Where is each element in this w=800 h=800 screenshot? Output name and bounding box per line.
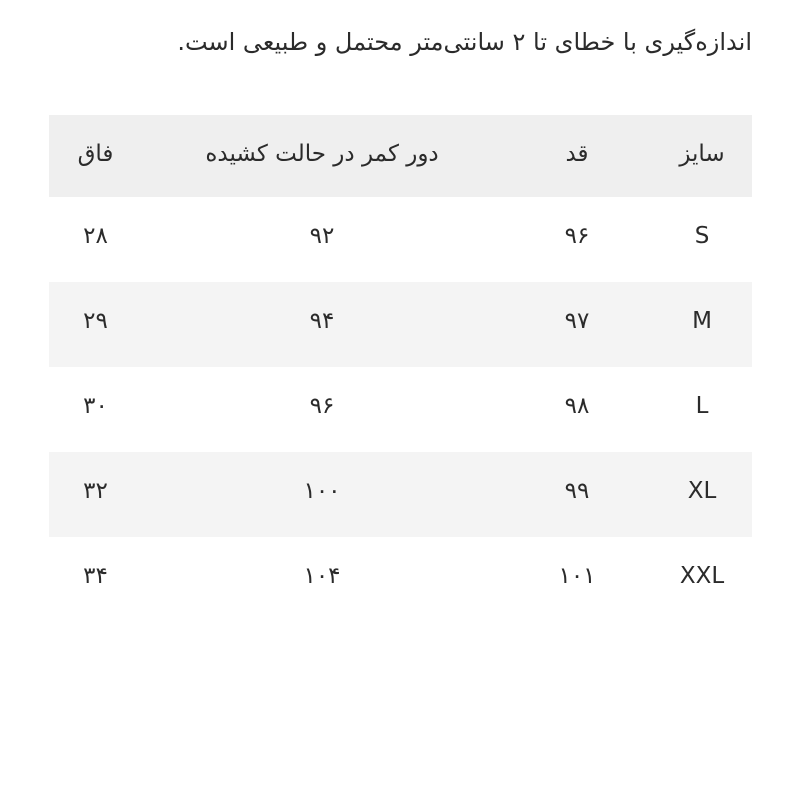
table-row (49, 282, 752, 367)
cell-size: L (695, 392, 709, 419)
table-row (49, 452, 752, 537)
cell-waist: ۹۴ (309, 307, 335, 334)
cell-height: ۹۷ (564, 307, 590, 334)
cell-rise: ۲۸ (83, 222, 108, 249)
cell-height: ۱۰۱ (558, 562, 596, 589)
size-chart-table (49, 115, 752, 622)
table-row (49, 367, 752, 452)
cell-waist: ۹۶ (309, 392, 335, 419)
cell-size: S (694, 222, 710, 249)
measurement-note: اندازه‌گیری با خطای تا ۲ سانتی‌متر محتمل و طبیعی است. (177, 28, 752, 56)
cell-rise: ۳۲ (83, 477, 108, 504)
cell-size: XL (687, 477, 717, 504)
cell-height: ۹۶ (564, 222, 590, 249)
table-header-row (49, 115, 752, 197)
cell-waist: ۱۰۰ (303, 477, 341, 504)
table-row (49, 537, 752, 622)
header-height: قد (565, 141, 589, 167)
cell-height: ۹۹ (564, 477, 590, 504)
cell-size: M (692, 307, 712, 334)
cell-rise: ۲۹ (83, 307, 108, 334)
cell-rise: ۳۴ (83, 562, 108, 589)
header-rise: فاق (77, 141, 114, 167)
cell-size: XXL (679, 562, 725, 589)
table-row (49, 197, 752, 282)
cell-waist: ۱۰۴ (303, 562, 341, 589)
header-waist: دور کمر در حالت کشیده (205, 141, 439, 167)
cell-rise: ۳۰ (83, 392, 108, 419)
cell-waist: ۹۲ (309, 222, 335, 249)
cell-height: ۹۸ (564, 392, 590, 419)
header-size: سایز (679, 141, 725, 167)
